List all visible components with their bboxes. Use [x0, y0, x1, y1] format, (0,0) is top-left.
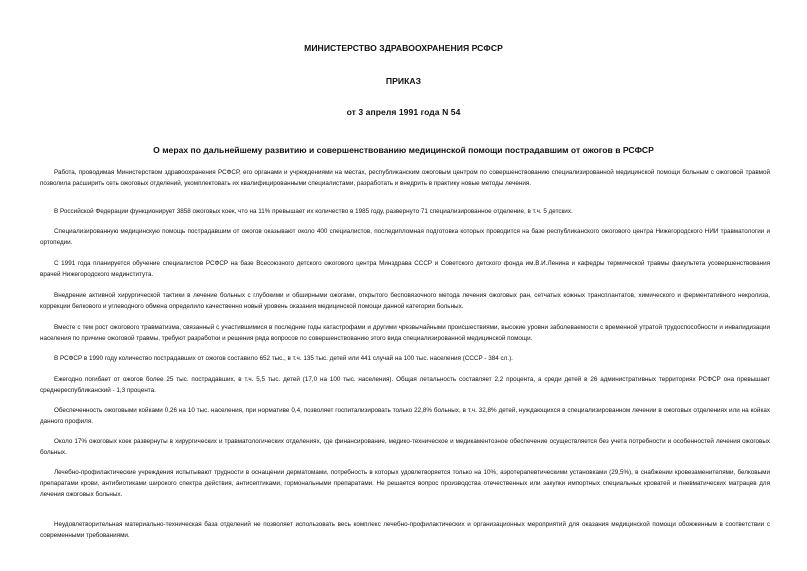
paragraph: С 1991 года планируется обучение специалистов РСФСР на базе Всесоюзного детского ожогового центра Минздрава СССР и Советского детского фонда им.В.И.Ленина и кафедры термической травмы факультета усовершенствования врачей Нижегородского мединститута. — [40, 260, 770, 278]
document-type: ПРИКАЗ — [385, 76, 422, 86]
paragraph: Вместе с тем рост ожогового травматизма, связанный с участившимися в последние годы катастрофами и другими чрезвычайными происшествиями, высокие уровни заболеваемости с временной утратой трудоспособности и инвалидизации населения по причине ожоговой травмы, требуют разработки и решения ряда вопросов по совершенствованию этого вида специализированной медицинской помощи. — [40, 324, 770, 342]
paragraph: Лечебно-профилактические учреждения испытывают трудности в оснащении дерматомами, потребность в которых удовлетворяется только на 10%, аэротерапевтическими установками (29,5%), в снабжении кровезаменителями, белковыми препаратами крови, антибиотиками широкого спектра действия, антисептиками, гормональными препаратами. Не решается вопрос производства отечественных или закупки импортных специальных кроватей и пневматических матрацев для лечения ожоговых больных. — [40, 469, 770, 498]
paragraph: Специализированную медицинскую помощь пострадавшим от ожогов оказывают около 400 специалистов, последипломная подготовка которых проводится на базе республиканского ожогового центра Нижегородского НИИ травматологии и ортопедии. — [40, 228, 770, 246]
paragraph: Около 17% ожоговых коек развернуты в хирургических и травматологических отделениях, где финансирование, медико-техническое и медикаментозное обеспечение осуществляется без учета потребности и особенностей лечения ожоговых больных. — [40, 438, 770, 456]
paragraph: Обеспеченность ожоговыми койками 0,26 на 10 тыс. населения, при нормативе 0,4, позволяет госпитализировать только 22,8% больных, в т.ч. 32,8% детей, нуждающихся в специализированном лечении в ожоговых отделениях или на койках данного профиля. — [40, 407, 770, 425]
document-date-number: от 3 апреля 1991 года N 54 — [346, 107, 461, 117]
paragraph: Работа, проводимая Министерством здравоохранения РСФСР, его органами и учреждениями на местах, республиканским ожоговым центром по совершенствованию специализированной медицинской помощи больным с ожоговой травмой позволила расширить сеть ожоговых отделений, укомплектовать их квалифицированными специалистами, разработать и внедрить в практику новые методы лечения. — [40, 169, 770, 187]
ministry-heading: МИНИСТЕРСТВО ЗДРАВООХРАНЕНИЯ РСФСР — [304, 43, 503, 53]
paragraph: Неудовлетворительная материально-техническая база отделений не позволяет использовать весь комплекс лечебно-профилактических и организационных мероприятий для оказания медицинской помощи обожженным в соответствии с современными требованиями. — [40, 521, 770, 539]
document-title: О мерах по дальнейшему развитию и совершенствованию медицинской помощи пострадавшим от ожогов в РСФСР — [153, 145, 654, 155]
paragraph: Ежегодно погибает от ожогов более 25 тыс. пострадавших, в т.ч. 5,5 тыс. детей (17,0 на 100 тыс. населения). Общая летальность составляет 2,2 процента, а среди детей в 26 административных территориях РСФСР она превышает среднереспубликанский - 1,3 процента. — [40, 376, 770, 394]
paragraph: В РСФСР в 1990 году количество пострадавших от ожогов составило 652 тыс., в т.ч. 135 тыс. детей или 441 случай на 100 тыс. населения (СССР - 384 сл.). — [54, 355, 513, 362]
paragraph: В Российской Федерации функционирует 3858 ожоговых коек, что на 11% превышает их количество в 1985 году, развернуто 71 специализированное отделение, в т.ч. 5 детских. — [54, 208, 573, 215]
paragraph: Внедрение активной хирургической тактики в лечение больных с глубокими и обширными ожогами, открытого бесповязочного метода лечения ожоговых ран, сетчатых кожных трансплантатов, химического и ферментативного некролиза, коррекции белкового и углеводного обмена определило качественно новый уровень оказания медицинской помощи данной категории больных. — [40, 292, 770, 310]
